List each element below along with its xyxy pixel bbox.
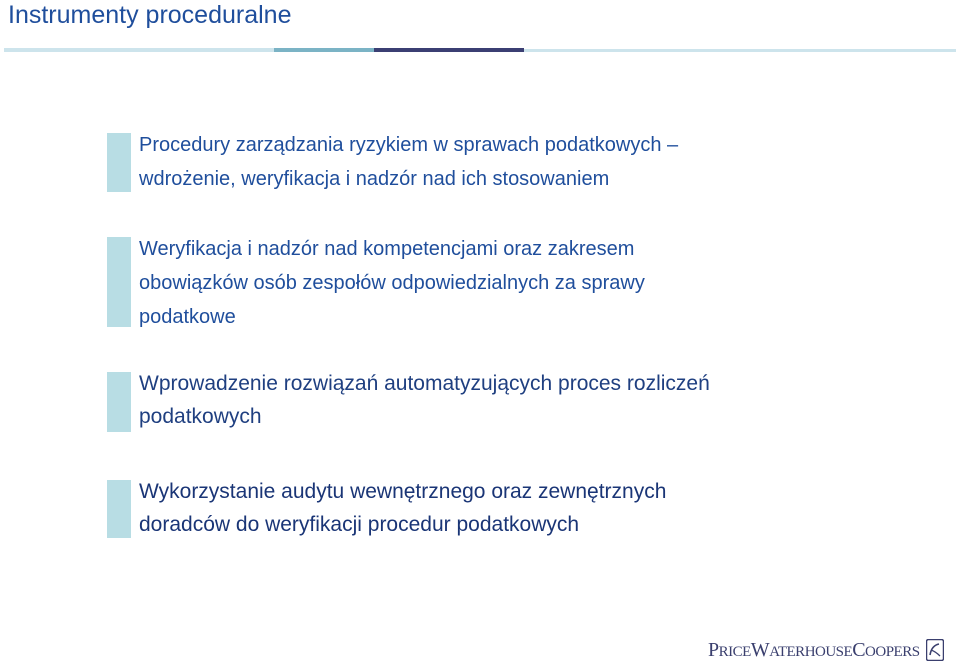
list-item-line: Weryfikacja i nadzór nad kompetencjami oraz zakresem: [139, 238, 635, 260]
list-item-line: obowiązków osób zespołów odpowiedzialnych za sprawy: [139, 272, 645, 294]
logo-wordmark: PRICEWATERHOUSECOOPERS: [708, 638, 920, 661]
list-item-line: podatkowe: [139, 306, 236, 328]
list-item-line: Wykorzystanie audytu wewnętrznego oraz zewnętrznych: [139, 480, 667, 503]
list-item-line: podatkowych: [139, 405, 262, 428]
list-item: [139, 232, 645, 334]
company-logo: [708, 636, 944, 664]
list-item-line: Wprowadzenie rozwiązań automatyzujących proces rozliczeń: [139, 372, 710, 395]
page-title: Instrumenty proceduralne: [8, 1, 292, 29]
bullet-marker: [107, 372, 131, 432]
header-rule-segment: [274, 48, 374, 52]
header-rule-segment: [374, 48, 524, 52]
header-rule-segment: [524, 49, 956, 52]
list-item: [139, 367, 710, 433]
bullet-marker: [107, 133, 131, 192]
list-item-line: wdrożenie, weryfikacja i nadzór nad ich stosowaniem: [139, 168, 610, 190]
pwc-logo-mark-icon: [926, 639, 944, 661]
list-item: [139, 475, 666, 541]
bullet-marker: [107, 237, 131, 327]
bullet-marker: [107, 480, 131, 538]
header-rule-segment: [4, 48, 274, 52]
list-item-line: doradców do weryfikacji procedur podatkowych: [139, 513, 580, 536]
list-item: [139, 128, 678, 196]
list-item-line: Procedury zarządzania ryzykiem w sprawach podatkowych –: [139, 134, 679, 156]
